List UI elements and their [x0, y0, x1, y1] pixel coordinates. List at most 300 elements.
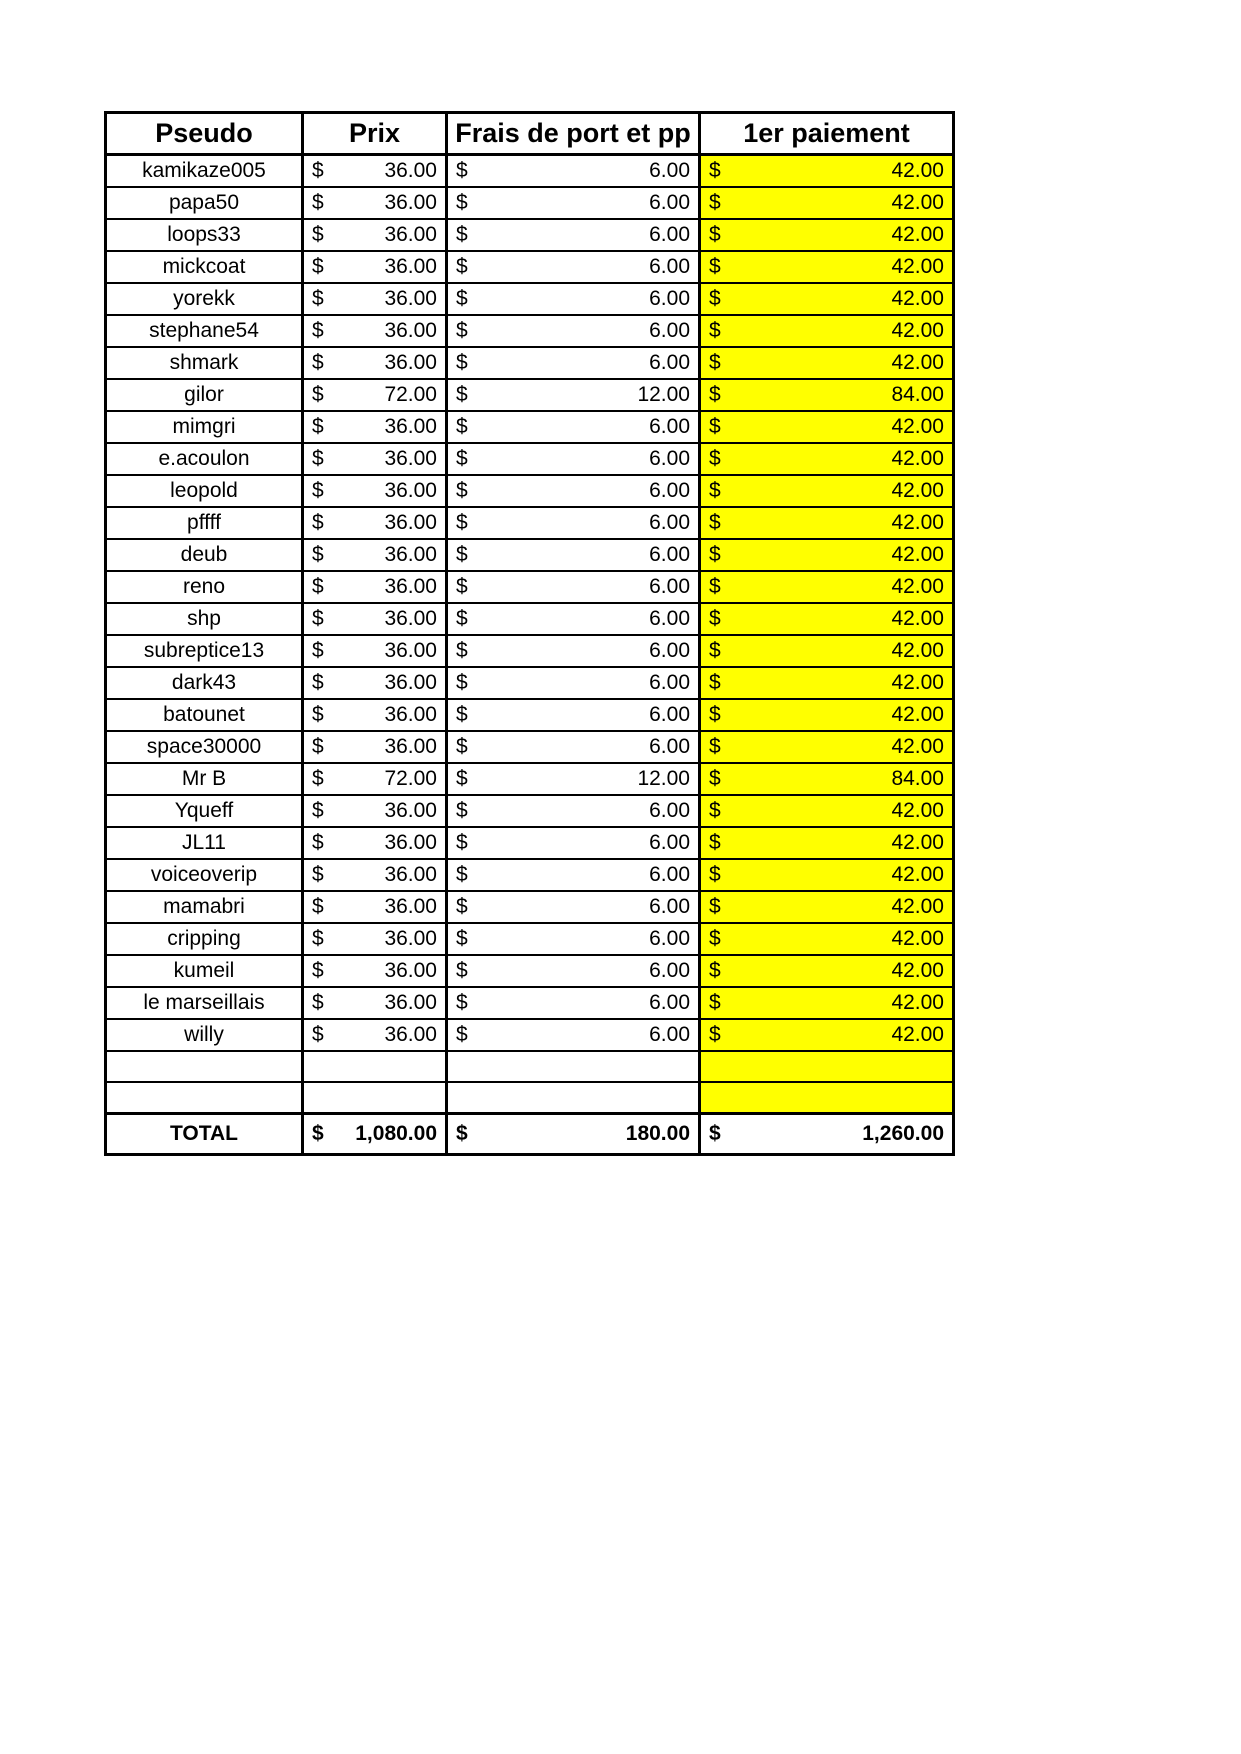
currency-symbol: $ [456, 767, 468, 790]
pseudo-cell: deub [106, 539, 303, 571]
header-pseudo: Pseudo [106, 113, 303, 155]
paiement-cell [700, 155, 954, 188]
prix-value: 36.00 [384, 1023, 437, 1046]
paiement-cell [700, 731, 954, 763]
table-body [106, 155, 954, 1114]
frais-cell [447, 251, 700, 283]
frais-cell [447, 443, 700, 475]
table-row [106, 699, 954, 731]
frais-cell [447, 187, 700, 219]
paiement-cell [700, 219, 954, 251]
currency-symbol: $ [312, 607, 324, 630]
currency-symbol: $ [709, 1023, 721, 1046]
currency-symbol: $ [312, 927, 324, 950]
pseudo-cell: gilor [106, 379, 303, 411]
prix-cell [303, 283, 447, 315]
paiement-value: 42.00 [891, 287, 944, 310]
prix-value: 36.00 [384, 607, 437, 630]
prix-cell [303, 155, 447, 188]
paiement-cell [700, 1019, 954, 1051]
prix-cell [303, 219, 447, 251]
empty-cell [447, 1082, 700, 1114]
pseudo-cell: le marseillais [106, 987, 303, 1019]
pseudo-cell: cripping [106, 923, 303, 955]
table-row [106, 411, 954, 443]
frais-value: 6.00 [649, 351, 690, 374]
currency-symbol: $ [456, 543, 468, 566]
currency-symbol: $ [312, 863, 324, 886]
frais-cell [447, 699, 700, 731]
paiement-cell [700, 571, 954, 603]
currency-symbol: $ [312, 447, 324, 470]
frais-cell [447, 379, 700, 411]
paiement-cell [700, 955, 954, 987]
paiement-cell [700, 315, 954, 347]
currency-symbol: $ [456, 287, 468, 310]
prix-cell [303, 347, 447, 379]
pseudo-cell: willy [106, 1019, 303, 1051]
frais-value: 6.00 [649, 639, 690, 662]
currency-symbol: $ [312, 319, 324, 342]
currency-symbol: $ [312, 991, 324, 1014]
frais-cell [447, 539, 700, 571]
table-row [106, 507, 954, 539]
currency-symbol: $ [456, 255, 468, 278]
currency-symbol: $ [456, 511, 468, 534]
prix-cell [303, 443, 447, 475]
paiement-value: 42.00 [891, 351, 944, 374]
frais-value: 6.00 [649, 799, 690, 822]
paiement-cell [700, 411, 954, 443]
table-row [106, 347, 954, 379]
paiement-cell [700, 251, 954, 283]
payment-table [104, 111, 955, 1156]
table-row [106, 795, 954, 827]
pseudo-cell: yorekk [106, 283, 303, 315]
frais-cell [447, 347, 700, 379]
prix-value: 36.00 [384, 959, 437, 982]
prix-cell [303, 859, 447, 891]
currency-symbol: $ [456, 351, 468, 374]
paiement-value: 42.00 [891, 703, 944, 726]
prix-cell [303, 603, 447, 635]
paiement-value: 42.00 [891, 191, 944, 214]
paiement-cell [700, 859, 954, 891]
paiement-value: 42.00 [891, 927, 944, 950]
currency-symbol: $ [312, 415, 324, 438]
table-row [106, 827, 954, 859]
currency-symbol: $ [456, 703, 468, 726]
pseudo-cell: kamikaze005 [106, 155, 303, 188]
pseudo-cell: batounet [106, 699, 303, 731]
prix-value: 36.00 [384, 255, 437, 278]
currency-symbol: $ [456, 159, 468, 182]
prix-value: 36.00 [384, 511, 437, 534]
currency-symbol: $ [456, 383, 468, 406]
frais-cell [447, 859, 700, 891]
paiement-cell [700, 443, 954, 475]
frais-value: 6.00 [649, 1023, 690, 1046]
table-row [106, 443, 954, 475]
frais-value: 6.00 [649, 543, 690, 566]
paiement-cell [700, 667, 954, 699]
frais-value: 6.00 [649, 479, 690, 502]
pseudo-cell: shp [106, 603, 303, 635]
pseudo-cell: mamabri [106, 891, 303, 923]
table-row [106, 1019, 954, 1051]
currency-symbol: $ [312, 671, 324, 694]
paiement-value: 42.00 [891, 159, 944, 182]
pseudo-cell: shmark [106, 347, 303, 379]
prix-cell [303, 475, 447, 507]
prix-cell [303, 1019, 447, 1051]
currency-symbol: $ [456, 863, 468, 886]
prix-cell [303, 699, 447, 731]
currency-symbol: $ [312, 255, 324, 278]
empty-cell [700, 1051, 954, 1082]
frais-cell [447, 635, 700, 667]
paiement-cell [700, 827, 954, 859]
currency-symbol: $ [456, 991, 468, 1014]
pseudo-cell: Mr B [106, 763, 303, 795]
currency-symbol: $ [456, 1122, 468, 1145]
paiement-value: 42.00 [891, 895, 944, 918]
paiement-value: 42.00 [891, 607, 944, 630]
frais-cell [447, 603, 700, 635]
prix-value: 36.00 [384, 543, 437, 566]
prix-cell [303, 923, 447, 955]
currency-symbol: $ [709, 319, 721, 342]
prix-cell [303, 763, 447, 795]
empty-cell [447, 1051, 700, 1082]
frais-value: 12.00 [637, 383, 690, 406]
currency-symbol: $ [709, 383, 721, 406]
empty-cell [303, 1082, 447, 1114]
paiement-cell [700, 347, 954, 379]
currency-symbol: $ [456, 607, 468, 630]
currency-symbol: $ [456, 735, 468, 758]
frais-cell [447, 475, 700, 507]
currency-symbol: $ [709, 863, 721, 886]
frais-value: 6.00 [649, 991, 690, 1014]
header-paiement: 1er paiement [700, 113, 954, 155]
currency-symbol: $ [709, 735, 721, 758]
currency-symbol: $ [456, 223, 468, 246]
frais-cell [447, 763, 700, 795]
frais-cell [447, 1019, 700, 1051]
frais-cell [447, 827, 700, 859]
frais-value: 6.00 [649, 831, 690, 854]
header-frais: Frais de port et pp [447, 113, 700, 155]
currency-symbol: $ [312, 191, 324, 214]
paiement-cell [700, 795, 954, 827]
paiement-cell [700, 891, 954, 923]
empty-cell [700, 1082, 954, 1114]
currency-symbol: $ [456, 319, 468, 342]
paiement-cell [700, 539, 954, 571]
currency-symbol: $ [456, 895, 468, 918]
prix-value: 36.00 [384, 639, 437, 662]
prix-value: 36.00 [384, 927, 437, 950]
paiement-cell [700, 635, 954, 667]
prix-value: 36.00 [384, 735, 437, 758]
paiement-cell [700, 283, 954, 315]
pseudo-cell: Yqueff [106, 795, 303, 827]
currency-symbol: $ [709, 511, 721, 534]
paiement-value: 84.00 [891, 383, 944, 406]
prix-cell [303, 635, 447, 667]
paiement-value: 42.00 [891, 223, 944, 246]
prix-value: 36.00 [384, 863, 437, 886]
currency-symbol: $ [312, 159, 324, 182]
prix-cell [303, 251, 447, 283]
prix-cell [303, 667, 447, 699]
paiement-value: 42.00 [891, 575, 944, 598]
prix-value: 36.00 [384, 223, 437, 246]
pseudo-cell: loops33 [106, 219, 303, 251]
currency-symbol: $ [456, 575, 468, 598]
pseudo-cell: e.acoulon [106, 443, 303, 475]
pseudo-cell: subreptice13 [106, 635, 303, 667]
paiement-cell [700, 923, 954, 955]
total-prix-cell [303, 1114, 447, 1155]
currency-symbol: $ [312, 799, 324, 822]
table-row [106, 763, 954, 795]
currency-symbol: $ [709, 447, 721, 470]
currency-symbol: $ [312, 831, 324, 854]
currency-symbol: $ [456, 927, 468, 950]
paiement-value: 42.00 [891, 1023, 944, 1046]
prix-cell [303, 187, 447, 219]
currency-symbol: $ [312, 479, 324, 502]
table-row [106, 251, 954, 283]
prix-value: 36.00 [384, 671, 437, 694]
frais-value: 6.00 [649, 927, 690, 950]
prix-value: 72.00 [384, 767, 437, 790]
currency-symbol: $ [709, 895, 721, 918]
paiement-value: 42.00 [891, 735, 944, 758]
currency-symbol: $ [312, 703, 324, 726]
blank-row [106, 1082, 954, 1114]
currency-symbol: $ [312, 511, 324, 534]
empty-cell [106, 1082, 303, 1114]
paiement-value: 42.00 [891, 799, 944, 822]
prix-value: 36.00 [384, 703, 437, 726]
currency-symbol: $ [709, 191, 721, 214]
table-row [106, 635, 954, 667]
header-row [106, 113, 954, 155]
frais-value: 6.00 [649, 255, 690, 278]
empty-cell [303, 1051, 447, 1082]
frais-value: 6.00 [649, 607, 690, 630]
paiement-value: 42.00 [891, 415, 944, 438]
currency-symbol: $ [312, 575, 324, 598]
currency-symbol: $ [709, 703, 721, 726]
paiement-value: 84.00 [891, 767, 944, 790]
paiement-value: 42.00 [891, 831, 944, 854]
paiement-cell [700, 763, 954, 795]
prix-value: 36.00 [384, 479, 437, 502]
table-row [106, 283, 954, 315]
currency-symbol: $ [312, 1122, 324, 1145]
paiement-cell [700, 379, 954, 411]
paiement-cell [700, 187, 954, 219]
currency-symbol: $ [456, 671, 468, 694]
currency-symbol: $ [709, 767, 721, 790]
prix-value: 36.00 [384, 351, 437, 374]
prix-value: 36.00 [384, 831, 437, 854]
prix-cell [303, 379, 447, 411]
empty-cell [106, 1051, 303, 1082]
currency-symbol: $ [312, 543, 324, 566]
table-row [106, 379, 954, 411]
prix-value: 36.00 [384, 319, 437, 342]
currency-symbol: $ [709, 927, 721, 950]
prix-cell [303, 539, 447, 571]
frais-cell [447, 731, 700, 763]
currency-symbol: $ [456, 799, 468, 822]
table-row [106, 315, 954, 347]
prix-cell [303, 315, 447, 347]
pseudo-cell: pffff [106, 507, 303, 539]
frais-value: 6.00 [649, 863, 690, 886]
pseudo-cell: leopold [106, 475, 303, 507]
frais-cell [447, 571, 700, 603]
frais-value: 6.00 [649, 703, 690, 726]
table-row [106, 475, 954, 507]
paiement-cell [700, 507, 954, 539]
frais-cell [447, 155, 700, 188]
total-prix-value: 1,080.00 [355, 1122, 437, 1145]
pseudo-cell: kumeil [106, 955, 303, 987]
currency-symbol: $ [312, 639, 324, 662]
frais-value: 6.00 [649, 511, 690, 534]
frais-value: 6.00 [649, 415, 690, 438]
paiement-value: 42.00 [891, 511, 944, 534]
paiement-value: 42.00 [891, 479, 944, 502]
currency-symbol: $ [709, 159, 721, 182]
paiement-value: 42.00 [891, 991, 944, 1014]
paiement-cell [700, 699, 954, 731]
prix-value: 36.00 [384, 159, 437, 182]
prix-cell [303, 827, 447, 859]
currency-symbol: $ [456, 831, 468, 854]
pseudo-cell: stephane54 [106, 315, 303, 347]
prix-value: 36.00 [384, 447, 437, 470]
currency-symbol: $ [709, 1122, 721, 1145]
prix-cell [303, 891, 447, 923]
paiement-cell [700, 987, 954, 1019]
frais-value: 6.00 [649, 159, 690, 182]
frais-cell [447, 795, 700, 827]
frais-cell [447, 507, 700, 539]
paiement-cell [700, 475, 954, 507]
paiement-value: 42.00 [891, 863, 944, 886]
prix-cell [303, 955, 447, 987]
frais-cell [447, 219, 700, 251]
table-row [106, 539, 954, 571]
frais-cell [447, 923, 700, 955]
frais-value: 6.00 [649, 895, 690, 918]
paiement-value: 42.00 [891, 959, 944, 982]
currency-symbol: $ [312, 767, 324, 790]
prix-value: 36.00 [384, 575, 437, 598]
frais-cell [447, 891, 700, 923]
frais-value: 6.00 [649, 287, 690, 310]
currency-symbol: $ [312, 287, 324, 310]
paiement-value: 42.00 [891, 543, 944, 566]
prix-value: 36.00 [384, 991, 437, 1014]
total-paiement-cell [700, 1114, 954, 1155]
prix-value: 36.00 [384, 799, 437, 822]
table-row [106, 155, 954, 188]
pseudo-cell: mickcoat [106, 251, 303, 283]
currency-symbol: $ [709, 607, 721, 630]
total-frais-cell [447, 1114, 700, 1155]
table-row [106, 571, 954, 603]
header-prix: Prix [303, 113, 447, 155]
currency-symbol: $ [312, 383, 324, 406]
currency-symbol: $ [709, 255, 721, 278]
currency-symbol: $ [709, 639, 721, 662]
frais-value: 6.00 [649, 191, 690, 214]
table-row [106, 603, 954, 635]
table-row [106, 987, 954, 1019]
frais-value: 6.00 [649, 575, 690, 598]
prix-value: 36.00 [384, 415, 437, 438]
currency-symbol: $ [312, 1023, 324, 1046]
paiement-value: 42.00 [891, 639, 944, 662]
paiement-cell [700, 603, 954, 635]
prix-cell [303, 987, 447, 1019]
currency-symbol: $ [312, 735, 324, 758]
currency-symbol: $ [456, 447, 468, 470]
prix-cell [303, 507, 447, 539]
table-row [106, 187, 954, 219]
table-row [106, 731, 954, 763]
total-row [106, 1114, 954, 1155]
currency-symbol: $ [456, 479, 468, 502]
prix-cell [303, 571, 447, 603]
prix-value: 72.00 [384, 383, 437, 406]
pseudo-cell: dark43 [106, 667, 303, 699]
pseudo-cell: JL11 [106, 827, 303, 859]
table-row [106, 923, 954, 955]
prix-value: 36.00 [384, 895, 437, 918]
currency-symbol: $ [709, 479, 721, 502]
currency-symbol: $ [709, 831, 721, 854]
table-row [106, 667, 954, 699]
currency-symbol: $ [456, 639, 468, 662]
table-row [106, 955, 954, 987]
prix-cell [303, 795, 447, 827]
currency-symbol: $ [709, 575, 721, 598]
prix-value: 36.00 [384, 191, 437, 214]
currency-symbol: $ [312, 223, 324, 246]
currency-symbol: $ [709, 223, 721, 246]
currency-symbol: $ [709, 959, 721, 982]
currency-symbol: $ [456, 191, 468, 214]
frais-cell [447, 955, 700, 987]
currency-symbol: $ [456, 415, 468, 438]
currency-symbol: $ [312, 959, 324, 982]
currency-symbol: $ [709, 799, 721, 822]
frais-cell [447, 411, 700, 443]
currency-symbol: $ [709, 543, 721, 566]
frais-value: 6.00 [649, 671, 690, 694]
table-row [106, 859, 954, 891]
total-paiement-value: 1,260.00 [862, 1122, 944, 1145]
